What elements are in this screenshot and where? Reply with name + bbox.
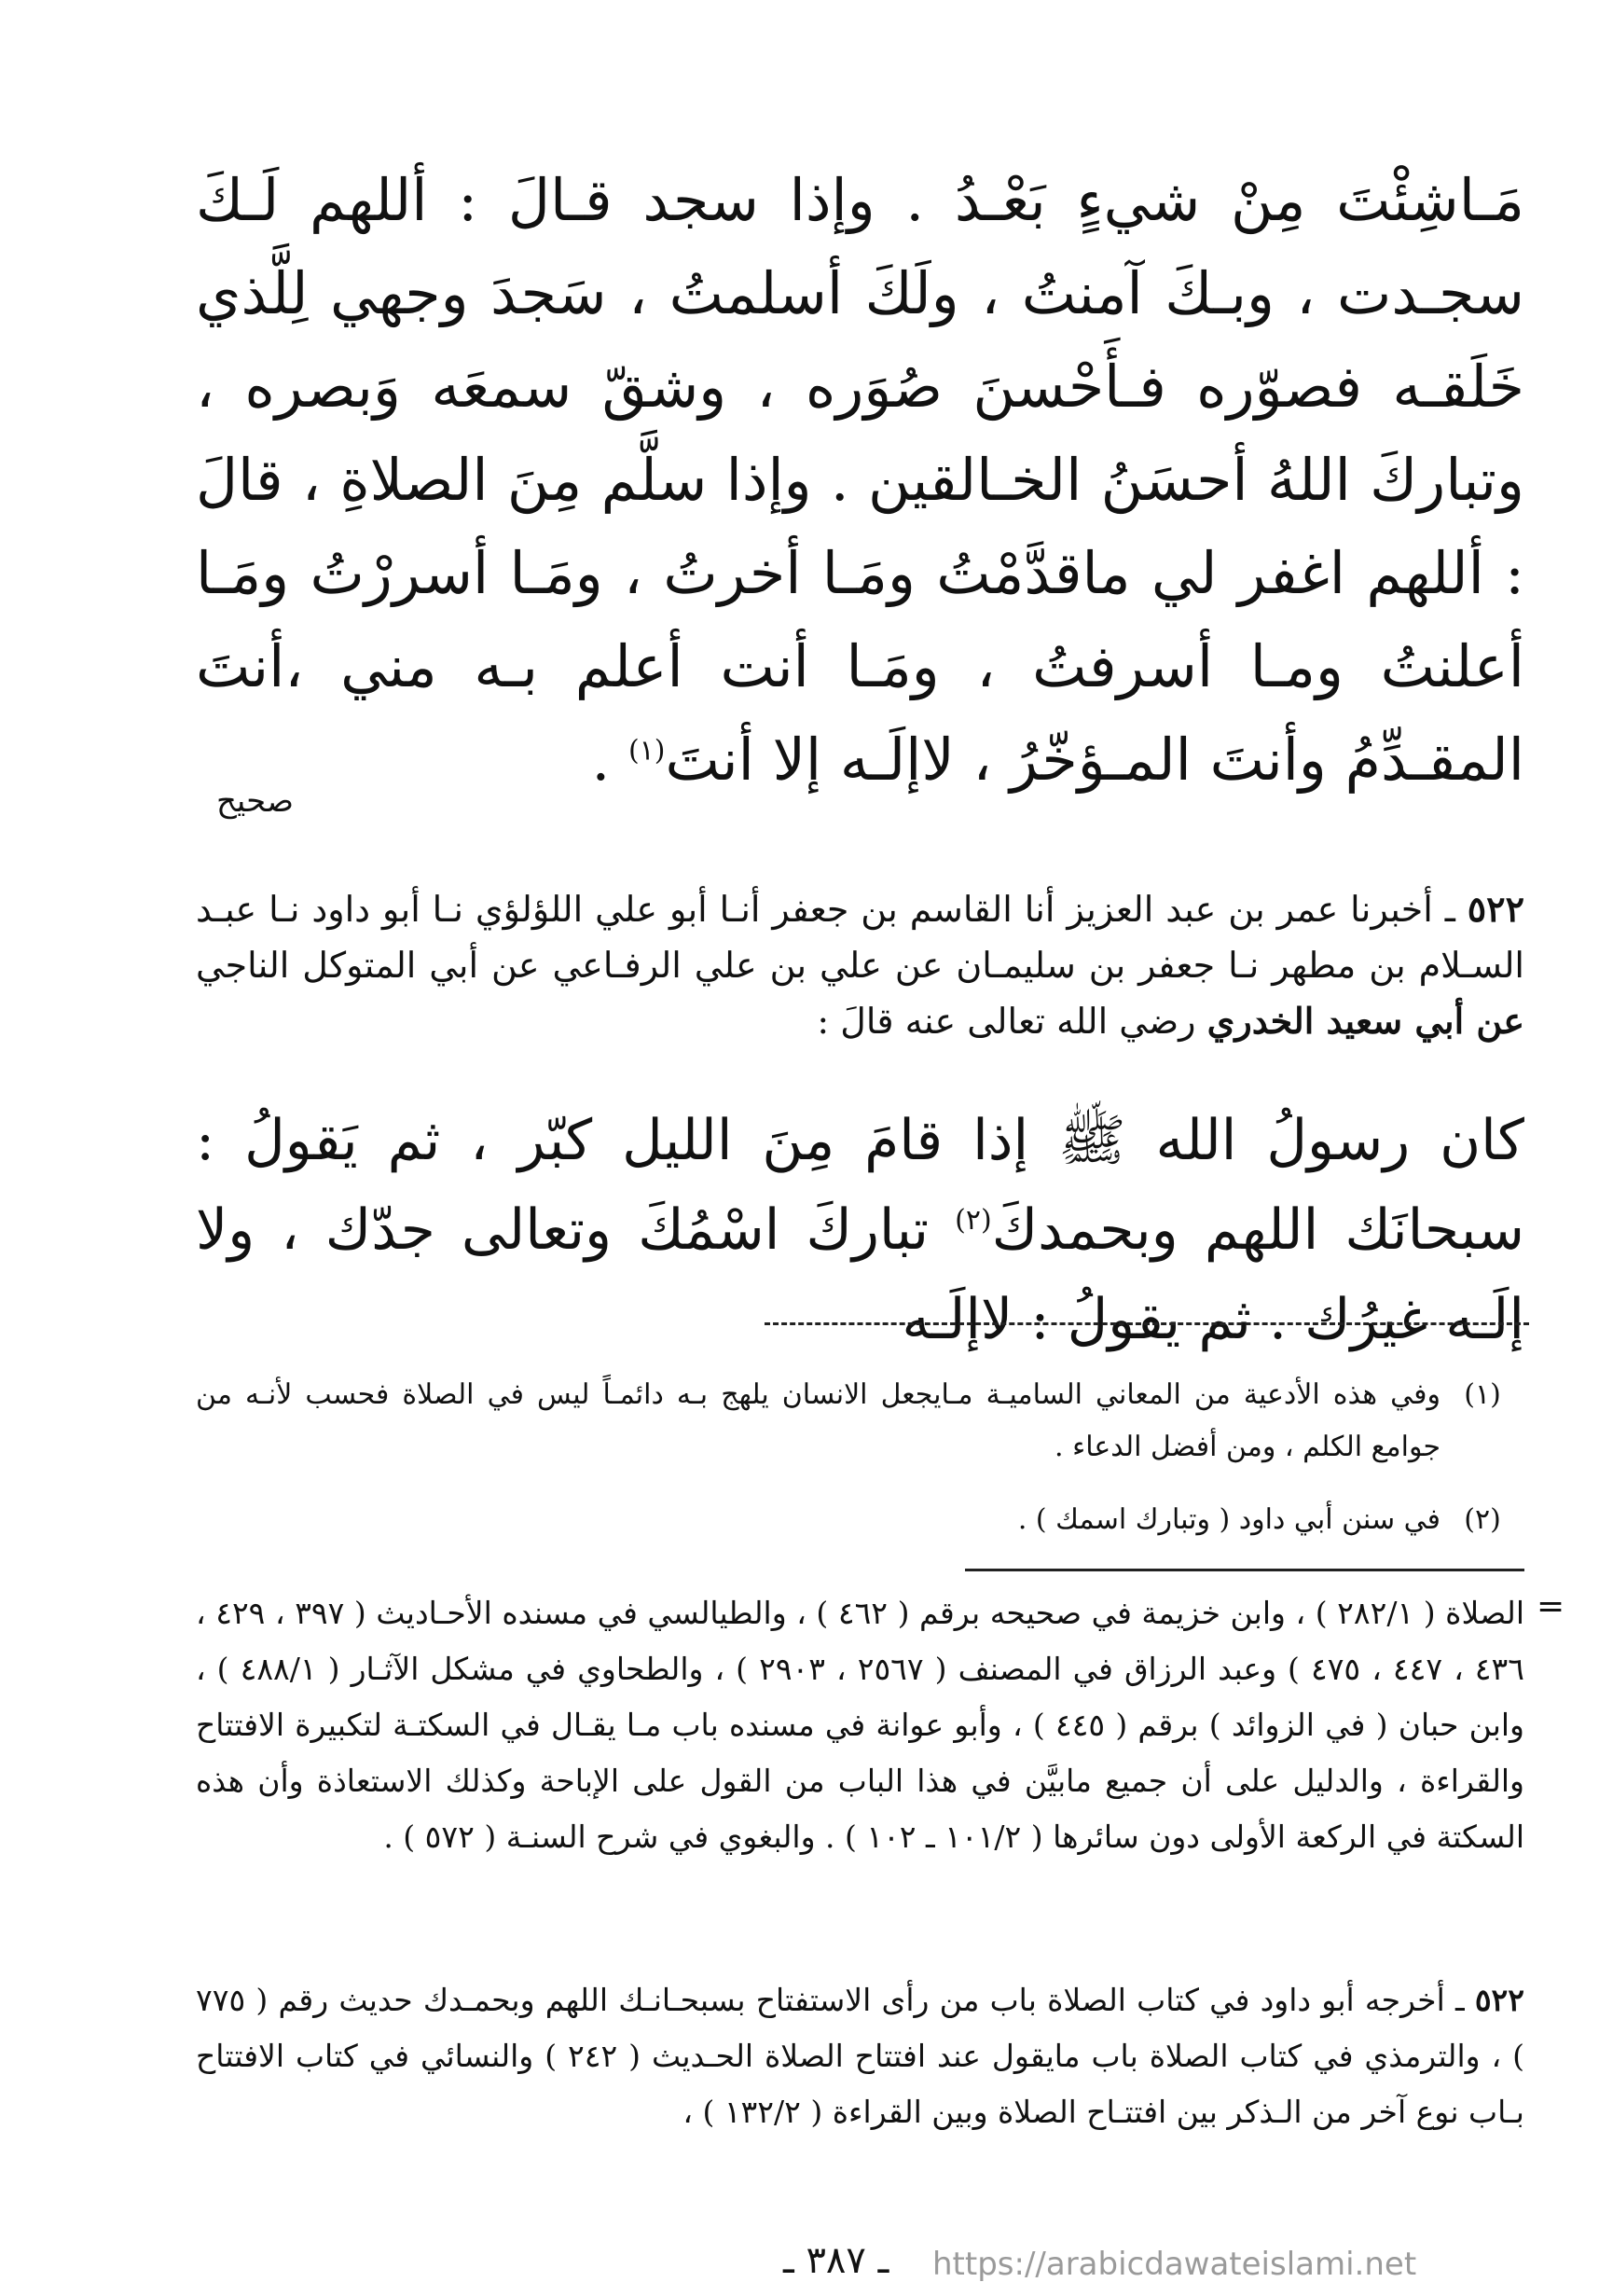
- footnote-ref-2[interactable]: (٢): [955, 1204, 992, 1237]
- takhrij-current-hadith: [196, 1972, 1524, 2140]
- hadith-grade: صحيح: [215, 782, 294, 820]
- footnote-separator-dashed: [765, 1322, 1529, 1325]
- takhrij-hadith-number: ٥٢٢: [1474, 1982, 1524, 2018]
- isnad-narrator: عن أبي سعيد الخدري: [1206, 1000, 1524, 1042]
- watermark-url[interactable]: https://arabicdawateislami.net: [932, 2246, 1417, 2283]
- hadith-continuation: [196, 154, 1524, 807]
- footnote-1: [196, 1369, 1524, 1473]
- footnote-1-text: وفي هذه الأدعية من المعاني الساميـة مـايجعل الانسان يلهج بـه دائمـاً ليس في الصلاة فحسب لأنـه من جوامع الكلم ، ومن أفضل الدعاء .: [196, 1378, 1440, 1463]
- hadith-number: ٥٢٢: [1467, 888, 1524, 930]
- hadith-continuation-text: مَـاشِئْتَ مِنْ شيءٍ بَعْـدُ . وإذا سجد قـالَ : أللهم لَـكَ سجـدت ، وبـكَ آمنتُ ، ولَكَ أسلمتُ ، سَجدَ وجهي لِلَّذي خَلَقـه فصوّره فـأَحْسنَ صُوَره ، وشقّ سمعَه وَبصره ، وتباركَ اللهُ أحسَنُ الخـالقين . وإذا سلَّم مِنَ الصلاةِ ، قالَ : أللهم اغفر لي ماقدَّمْتُ ومَـا أخرتُ ، ومَـا أسررْتُ ومَـا أعلنتُ ومـا أسرفتُ ، ومَـا أنت أعلم بـه مني ،أنتَ المقـدِّمُ وأنتَ المـؤخّرُ ، لاإلَـه إلا أنتَ: [196, 166, 1524, 794]
- hadith-text-part2: تباركَ اسْمُكَ وتعالى جدّك ، ولا إلَـه غيرُك . ثم يقولُ : لاإلَـه: [196, 1197, 1524, 1352]
- hadith-text-part1: كان رسولُ الله ﷺ إذا قامَ مِنَ الليل كبّر ، ثم يَقولُ : سبحانَك اللهم وبحمدكَ: [196, 1108, 1524, 1263]
- takhrij-separator: [965, 1569, 1524, 1571]
- footnote-2-text: في سنن أبي داود ( وتبارك اسمك ) .: [1017, 1503, 1440, 1536]
- hadith-continuation-end: .: [591, 726, 628, 794]
- takhrij-current-text: ـ أخرجه أبو داود في كتاب الصلاة باب من رأى الاستفتاح بسبحـانـك اللهم وبحمـدك حديث رقم ( ٧٧٥ ) ، والترمذي في كتاب الصلاة باب مايقول عند افتتاح الصلاة الحـديث ( ٢٤٢ ) والنسائي في كتاب الافتتاح بـاب نوع آخر من الـذكر بين افتتـاح الصلاة وبين القراءة ( ١٣٢/٢ ) ،: [196, 1982, 1524, 2130]
- footnote-1-mark: (١): [1464, 1378, 1501, 1411]
- continuation-mark: =: [1537, 1587, 1565, 1625]
- footnote-ref-1[interactable]: (١): [627, 734, 666, 768]
- takhrij-previous-hadith: الصلاة ( ٢٨٢/١ ) ، وابن خزيمة في صحيحه برقم ( ٤٦٢ ) ، والطيالسي في مسنده الأحـاديث ( ٣٩٧ ، ٤٢٩ ، ٤٣٦ ، ٤٤٧ ، ٤٧٥ ) وعبد الرزاق في المصنف ( ٢٥٦٧ ، ٢٩٠٣ ) ، والطحاوي في مشكل الآثـار ( ٤٨٨/١ ) ، وابن حبان ( في الزوائد ) برقم ( ٤٤٥ ) ، وأبو عوانة في مسنده باب مـا يقـال في السكتـة لتكبيرة الافتتاح والقراءة ، والدليل على أن جميع مابيَّن في هذا الباب من القول على الإباحة وكذلك الاستعاذة وأن هذه السكتة في الركعة الأولى دون سائرها ( ١٠١/٢ ـ ١٠٢ ) . والبغوي في شرح السنـة ( ٥٧٢ ) .: [196, 1595, 1525, 1855]
- isnad-text-after: رضي الله تعالى عنه قالَ :: [817, 1001, 1207, 1042]
- footnote-2-mark: (٢): [1464, 1503, 1501, 1536]
- footnote-2: [196, 1494, 1524, 1546]
- isnad-paragraph: [196, 881, 1524, 1049]
- isnad-text-before: ـ أخبرنا عمر بن عبد العزيز أنا القاسم بن جعفر أنـا أبو علي اللؤلؤي نـا أبو داود نـا عبـد السـلام بن مطهر نـا جعفر بن سليمـان عن علي بن علي الرفـاعي عن أبي المتوكل الناجي: [196, 889, 1524, 986]
- page-number: ـ ٣٨٧ ـ: [783, 2239, 889, 2282]
